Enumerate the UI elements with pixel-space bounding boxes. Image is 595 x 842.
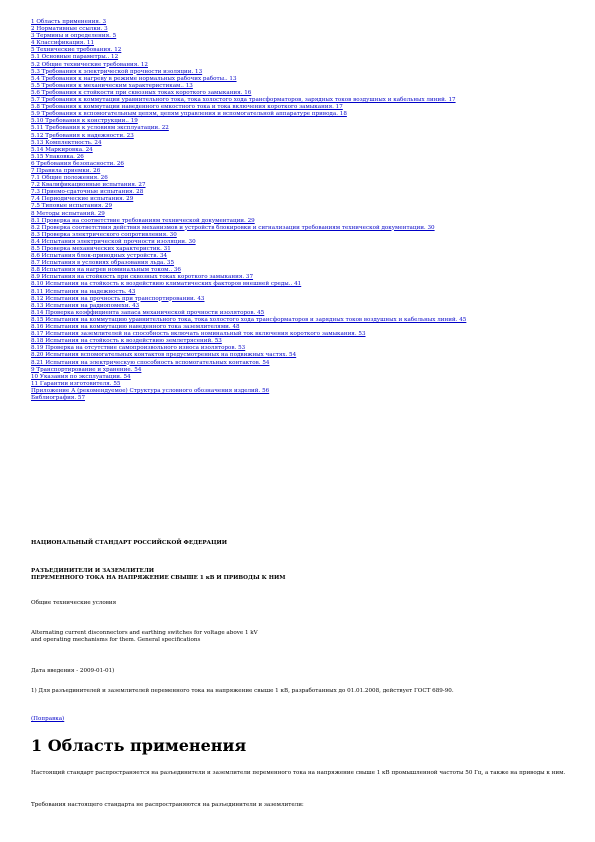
toc-link[interactable]: 11 Гарантии изготовителя. 55 [31,380,121,387]
section-heading: 1 Область применения [31,736,247,755]
toc-link[interactable]: 8.20 Испытания вспомогательных контактов предусмотренных на подвижных частях. 54 [31,352,297,359]
toc-link[interactable]: 5.8 Требования к коммутации наведенного емкостного тока и тока включения короткого замыкания. 17 [31,104,343,111]
toc-link[interactable]: 8.15 Испытания на коммутацию уравнительного тока, тока холостого хода трансформаторов и зарядных токов воздушных и кабельных линий. 45 [31,316,467,323]
english-title-line-2: and operating mechanisms for them. General specifications [31,637,201,644]
amendment [31,716,576,723]
toc-link[interactable]: 8.11 Испытания на надежность. 43 [31,288,136,295]
toc-link[interactable]: 4 Классификация. 11 [31,40,95,47]
toc-link[interactable]: 9 Транспортирование и хранение. 54 [31,366,142,373]
toc-link[interactable]: 8.3 Проверка электрического сопротивления. 30 [31,231,177,238]
toc-link[interactable]: 8.10 Испытания на стойкость к воздействию климатических факторов внешней среды.. 41 [31,281,302,288]
toc-link[interactable]: 5.10 Требования к конструкции.. 19 [31,118,138,125]
toc-link[interactable]: Библиография. 57 [31,394,86,401]
toc-link[interactable]: 8.2 Проверка соответствия действия механизмов и устройств блокировки и сигнализации требованиям технической документации. 30 [31,224,435,231]
toc-link[interactable]: 7.1 Общие положения. 26 [31,175,108,182]
toc-link[interactable]: 8.5 Проверка механических характеристик. 31 [31,246,171,252]
toc-link[interactable]: 8.13 Испытания на радиопомехи. 43 [31,302,140,309]
toc-link[interactable]: 8.17 Испытания заземлителей на способность включать номинальный ток включения короткого замыкания. 53 [31,331,366,338]
toc-link[interactable]: 5 Технические требования. 12 [31,47,122,54]
toc-link[interactable]: 8.1 Проверка на соответствие требованиям технической документации. 29 [31,217,255,224]
toc-link[interactable]: 8.12 Испытания на прочность при транспортировании. 43 [31,295,205,302]
amendment-link[interactable]: (Поправка) [31,716,65,722]
toc-link[interactable]: 6 Требования безопасности. 26 [31,160,124,167]
toc-link[interactable]: 8.7 Испытания в условиях образования льда. 35 [31,260,175,267]
toc-link[interactable]: 5.15 Упаковка. 26 [31,153,84,160]
document-title [31,568,576,583]
toc-link[interactable]: 8.4 Испытания электрической прочности изоляции. 30 [31,238,196,245]
toc-link[interactable]: 8.19 Проверка на отсутствие самопроизвольного износа изоляторов. 53 [31,345,246,352]
table-of-contents [31,19,576,402]
toc-link[interactable]: 1 Область применения. 3 [31,19,107,25]
toc-link[interactable]: 8.6 Испытания блок-приводных устройств. 34 [31,253,168,260]
toc-link[interactable]: 8.14 Проверка коэффициента запаса механической прочности изоляторов. 45 [31,309,265,316]
toc-link[interactable]: 7 Правила приемки. 26 [31,167,101,174]
toc-link[interactable]: 5.13 Комплектность. 24 [31,139,102,146]
document-subtitle: Общие технические условия [31,600,117,606]
toc-link[interactable]: 5.7 Требования к коммутации уравнительного тока, тока холостого хода трансформаторов, зарядных токов воздушных и кабельных линий. 17 [31,97,456,104]
footnote: 1) Для разъединителей и заземлителей переменного тока на напряжение свыше 1 кВ, разработанных до 01.01.2008, действует ГОСТ 689-90. [31,688,454,694]
toc-link[interactable]: 7.2 Квалификационные испытания. 27 [31,182,146,189]
toc-link[interactable]: 7.4 Периодические испытания. 29 [31,196,134,203]
toc-link[interactable]: 7.3 Приемо-сдаточные испытания. 28 [31,189,144,196]
toc-link[interactable]: 8 Методы испытаний. 29 [31,210,105,217]
toc-link[interactable]: 8.18 Испытания на стойкость к воздействию землетрясений. 53 [31,338,222,345]
english-title [31,630,576,645]
standard-header: НАЦИОНАЛЬНЫЙ СТАНДАРТ РОССИЙСКОЙ ФЕДЕРАЦИИ [31,540,228,546]
toc-link[interactable]: 8.9 Испытания на стойкость при сквозных токах короткого замыкания. 37 [31,274,254,281]
toc-link[interactable]: 5.3 Требования к электрической прочности изоляции. 13 [31,68,203,75]
toc-link[interactable]: Приложение А (рекомендуемое) Структура условного обозначения изделий. 56 [31,387,270,394]
toc-link[interactable]: 3 Термины и определения. 5 [31,33,117,40]
toc-link[interactable]: 10 Указания по эксплуатации. 54 [31,373,131,380]
toc-link[interactable]: 8.16 Испытания на коммутацию наведенного тока заземлителями. 48 [31,324,240,331]
scope-paragraph: Настоящий стандарт распространяется на разъединители и заземлители переменного тока на напряжение свыше 1 кВ промышленной частоты 50 Гц, а также на приводы к ним. [31,770,566,776]
title-line-2: ПЕРЕМЕННОГО ТОКА НА НАПРЯЖЕНИЕ СВЫШЕ 1 кВ И ПРИВОДЫ К НИМ [31,575,286,582]
toc-link[interactable]: 5.2 Общие технические требования. 12 [31,61,148,68]
toc-link[interactable]: 5.4 Требования к нагреву в режиме нормальных рабочих работы.. 13 [31,75,237,82]
toc-link[interactable]: 8.8 Испытания на нагрев номинальным током.. 36 [31,267,181,274]
introduction-date: Дата введения - 2009-01-01) [31,668,115,674]
toc-link[interactable]: 5.5 Требования к механическим характеристикам.. 13 [31,82,193,89]
requirements-paragraph: Требования настоящего стандарта не распространяются на разъединители и заземлители: [31,802,304,808]
toc-link[interactable]: 5.1 Основные параметры.. 12 [31,54,119,61]
toc-link[interactable]: 5.9 Требования к вспомогательным цепям, цепям управления и вспомогательной аппаратуре привода. 18 [31,111,347,118]
english-title-line-1: Alternating current disconnectors and earthing switches for voltage above 1 kV [31,630,258,636]
toc-link[interactable]: 2 Нормативные ссылки. 3 [31,26,108,33]
title-line-1: РАЗЪЕДИНИТЕЛИ И ЗАЗЕМЛИТЕЛИ [31,568,155,574]
toc-link[interactable]: 5.14 Маркировка. 24 [31,146,93,153]
toc-link[interactable]: 5.11 Требования к условиям эксплуатации. 22 [31,125,169,132]
toc-link[interactable]: 7.5 Типовые испытания. 29 [31,203,113,210]
toc-link[interactable]: 5.6 Требования к стойкости при сквозных токах короткого замыкания. 16 [31,89,252,96]
toc-link[interactable]: 5.12 Требования к надежности. 23 [31,132,134,139]
toc-link[interactable]: 8.21 Испытания на электрическую способность вспомогательных контактов. 54 [31,359,270,366]
